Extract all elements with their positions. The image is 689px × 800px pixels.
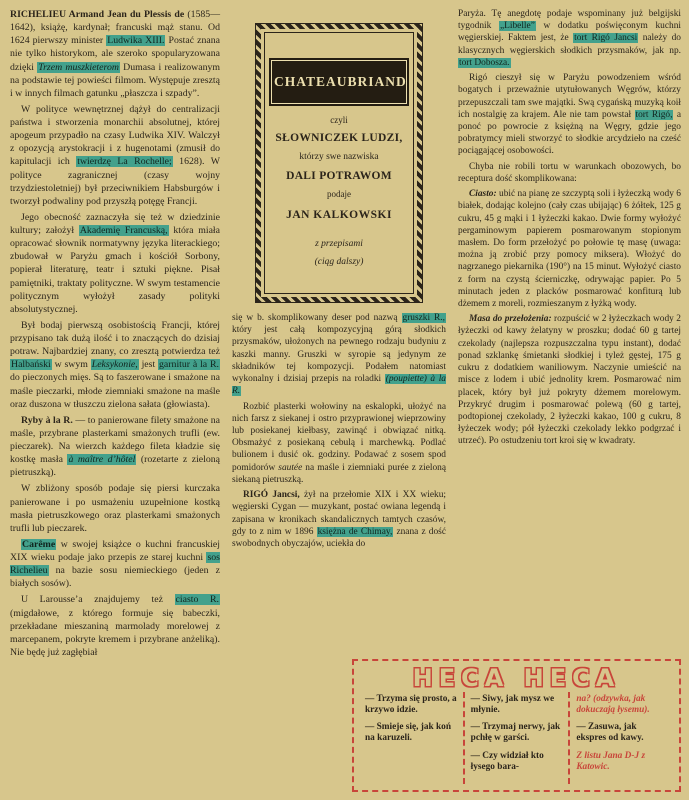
article-header-inner <box>264 32 414 294</box>
joke-item: — Trzymaj nerwy, jak pchłę w garści. <box>470 722 561 744</box>
article-paragraph: Chyba nie robili tortu w warunkach obozowych, bo receptura dość skomplikowana: <box>458 161 681 184</box>
article-paragraph: Ciasto: ubić na pianę ze szczyptą soli i łyżeczką wody 6 białek, dodając kolejno (cały czas ubijając) 6 żółtek, 125 g cukru, 45 g mąki i 1 łyżeczki kakao. Dwie formy wyłożyć pergaminowym papierem posmarowanym stopionym masłem. Do form przełożyć po połowie tę masę (uwaga: można ją zrobić przy pomocy miksera). Włożyć do nagrzanego piekarnika (190°) na 15 minut. Wyłożyć ciasto z form na czystą ścierniczkę, odrywając papier. Po 5 minutach jeden z placków posmarować konfiturą lub dżemem z moreli, rozmieszanym z łyżką wody. <box>458 189 681 310</box>
article-paragraph: Był bodaj pierwszą osobistością Francji, której przypisano tak dużą ilość i to znaczących do dzisiaj potraw. Najbardziej znany, co zresztą potwierdza też Halbański w swym Leksykonie, jest garnitur à la R. do pieczonych mięs. Są to faszerowane i smażone na maśle pieczarki, młode ziemniaki smażone na maśle oraz duszona w tłuszczu zielona sałata (głowiasta). <box>10 319 220 410</box>
joke-item: — Trzyma się prosto, a krzywo idzie. <box>365 694 457 716</box>
article-paragraph: RICHELIEU Armand Jean du Plessis de (1585—1642), książę, kardynał; francuski mąż stanu. Od 1624 pierwszy minister Ludwika XIII. Postać znana nie tylko historykom, ale szeroko spopularyzowana dzięki Trzem muszkieterom Dumasa i realizowanym na podstawie tej powieści filmom. Występuje zresztą i w innych filmach gatunku „płaszcza i szpady”. <box>10 9 220 99</box>
joke-item: na? (odzywka, jak dokuczają łysemu). <box>576 694 650 716</box>
joke-item: — Smieje się, jak koń na karuzeli. <box>365 722 451 744</box>
article-paragraph: Carême w swojej książce o kuchni francuskiej XIX wieku podaje jako przepis ze starej kuchni sos Richelieu na bazie sosu niemieckiego (jeden z białych sosów). <box>10 538 220 590</box>
header-footer-line: (ciąg dalszy) <box>314 256 364 267</box>
joke-item: — Zasuwa, jak ekspres od kawy. <box>576 722 644 744</box>
author-name: JAN KALKOWSKI <box>286 209 392 222</box>
heca-columns <box>359 692 674 784</box>
joke-column <box>359 692 463 784</box>
joke-item: — Siwy, jak mysz we młynie. <box>470 694 555 716</box>
article-paragraph: Paryża. Tę anegdotę podaje wspominany już belgijski tygodnik „Libelle” w dodatku poświęconym kuchni węgierskiej. Faktem jest, że tort Rigó Jancsi należy do klasycznych węgierskich słodkich przysmaków, jak np. tort Dobosza. <box>458 9 681 68</box>
article-paragraph: RIGÓ Jancsi, żył na przełomie XIX i XX wieku; węgierski Cygan — muzykant, postać owiana legendą i zapisana w kronikach skandalicznych tamtych czasów, gdy to z nim w 1896 księżna de Chimay, znana z dość swobodnych obyczajów, uciekła do <box>232 490 446 549</box>
joke-item: Z listu Jana D-J z Katowic. <box>576 750 646 772</box>
right-column <box>458 8 681 451</box>
article-paragraph: W zbliżony sposób podaje się piersi kurczaka panierowane i po usmażeniu uzupełnione kostką masła pietruszkowego oraz plasterkami smażonych trufli lub pieczarek. <box>10 483 220 534</box>
article-paragraph: Rigó cieszył się w Paryżu powodzeniem wśród bogatych i przeważnie utytułowanych Węgrów, którzy przepuszczali tam swe majątki. Swą cygańską muzyką koił ich nostalgię za krajem. Ale nie tam powstał tort Rigó, a ponoć po powrocie z księżną na Węgry, gdzie jego pobratymcy mieli stworzyć to słodkie arcydzieło na cześć pociągającej osobowości. <box>458 73 681 157</box>
article-paragraph: Ryby à la R. — to panierowane filety smażone na maśle, przybrane plasterkami smażonych trufli (ew. pieczarek). Na wierzch każdego fileta kładzie się kostkę masła à maître d’hôtel (rozetarte z zieloną pietruszką). <box>10 414 221 479</box>
middle-column <box>232 8 446 553</box>
article-header-box <box>256 24 422 302</box>
header-subtitle-line: czyli <box>330 114 348 125</box>
header-subtitle-line: którzy swe nazwiska <box>299 152 379 163</box>
joke-column <box>568 692 674 784</box>
heca-title: HECA HECA <box>412 664 621 692</box>
article-paragraph: Masa do przełożenia: rozpuścić w 2 łyżeczkach wody 2 łyżeczki od kawy żelatyny w proszku; dodać 60 g tartej czekolady (najlepsza rozpuszczalna typu instant), dodać ponad szklankę śmietanki słodkiej i tyleż gęstej, 175 g cukru z dodatkiem waniliowym. Naczynie umieścić na misce z lodem i ubić jednolity krem. Posmarować nim placek, który był już pokryty dżemem morelowym. Przykryć drugim i posmarować polewą (60 g tartej, podtopionej czekolady, 2 łyżeczki kakao, 100 g cukru, 8 łyżeczek wody; pół łyżeczki czekolady lekko podgrzać i utrzeć). Po ostudzeniu tort kroi się w kwadraty. <box>458 314 681 447</box>
article-paragraph: W polityce wewnętrznej dążył do centralizacji państwa i stworzenia monarchii absolutnej, której apogeum przypadło na czasy Ludwika XIV. Walczył z opozycją arystokracji i z hugenotami (zmusił do kapitulacji ich twierdzę La Rochelle; 1628). W polityce zagranicznej (czasy wojny trzydziestoletniej) był przeciwnikiem Habsburgów i tworzył podwaliny pod przyszłą potęgę Francji. <box>10 103 220 207</box>
joke-column <box>463 692 569 784</box>
header-subtitle-line: podaje <box>327 188 351 199</box>
article-paragraph: Jego obecność zaznaczyła się też w dziedzinie kultury; założył Akademię Francuską, która miała opracować słownik normatywny języka literackiego; zbudował w Paryżu gmach i kościół Sorbony, popierał literaturę, teatr i sztuki piękne. Pisał pamiętniki, traktaty polityczne. W swym testamencie politycznym wyłożył zasady polityki absolutystycznej. <box>10 211 220 315</box>
article-paragraph: Rozbić plasterki wołowiny na eskalopki, ułożyć na nich farsz z siekanej i ostro przyprawionej wieprzowiny lub posiekanej kiełbasy, zawinąć i obwiązać nitką. Obsmażyć z posiekaną cebulą i marchewką. Podlać bulionem i dusić ok. godziny. Podawać z sosem spod pomidorów sautée na maśle i ziemniaki purée z zieloną siekaną pietruszką. <box>232 401 446 485</box>
article-title: CHATEAUBRIAND <box>271 60 407 104</box>
joke-item: — Czy widział kto łysego bara- <box>470 750 544 772</box>
heca-box <box>352 659 681 792</box>
article-paragraph: U Larousse’a znajdujemy też ciasto R. (migdałowe, z którego formuje się babeczki, przekładane mieszaniną marmolady morelowej z marcepanem, pokryte kremem i przybrane anżeliką). Nie będę już zagłębiał <box>10 594 220 658</box>
article-paragraph: się w b. skomplikowany deser pod nazwą gruszki R., który jest całą kompozycyjną górą słodkich przysmaków, ułożonych na pewnego rodzaju budyniu z kaszki manny. Gruszki w syropie są jedynym ze składników tej kompozycji. Podałem natomiast wykonalny i dzisiaj przepis na roladki (poupiette) à la R. <box>232 313 446 397</box>
header-subtitle-line: DALI POTRAWOM <box>286 169 392 182</box>
left-column <box>10 8 220 662</box>
header-subtitle-line: SŁOWNICZEK LUDZI, <box>275 132 403 145</box>
header-footer-line: z przepisami <box>315 239 363 250</box>
